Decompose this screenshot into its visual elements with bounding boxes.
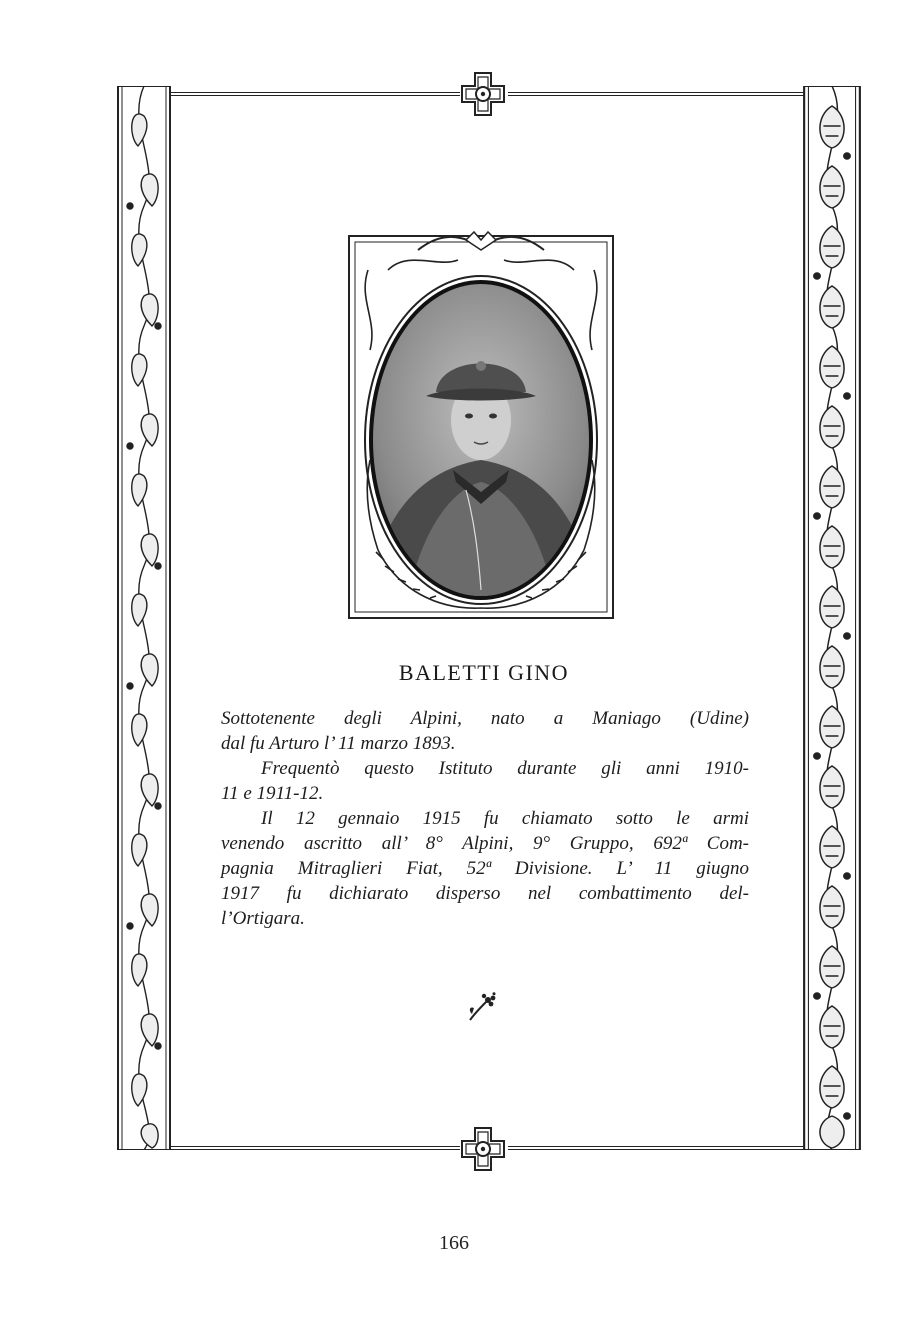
bio-paragraph-3 — [221, 806, 749, 931]
bottom-cross-ornament-icon — [460, 1126, 506, 1172]
bio-paragraph-1 — [221, 706, 749, 756]
bio-paragraph-2 — [221, 756, 749, 806]
bio-line: Sottotenente degli Alpini, nato a Maniago (Udine) — [221, 708, 749, 729]
left-leaf-border — [116, 86, 172, 1150]
bio-line: venendo ascritto all’ 8° Alpini, 9° Gruppo, 692ª Com- — [221, 833, 749, 854]
flower-icon — [464, 992, 498, 1022]
entry-name-heading: BALETTI GINO — [398, 660, 570, 685]
right-leaf-border — [802, 86, 862, 1150]
bio-line: l’Ortigara. — [221, 908, 305, 929]
bio-line: dal fu Arturo l’ 11 marzo 1893. — [221, 733, 456, 754]
page-number: 166 — [439, 1232, 469, 1254]
bio-line: 11 e 1911-12. — [221, 783, 324, 804]
bio-line: 1917 fu dichiarato disperso nel combattimento del- — [221, 883, 749, 904]
biography-text — [221, 706, 749, 931]
bio-line: Il 12 gennaio 1915 fu chiamato sotto le armi — [261, 808, 749, 829]
portrait-photo — [348, 220, 614, 620]
bio-line: Frequentò questo Istituto durante gli anni 1910- — [261, 758, 749, 779]
bio-line: pagnia Mitraglieri Fiat, 52ª Divisione. L’ 11 giugno — [221, 858, 749, 879]
top-cross-ornament-icon — [460, 71, 506, 117]
